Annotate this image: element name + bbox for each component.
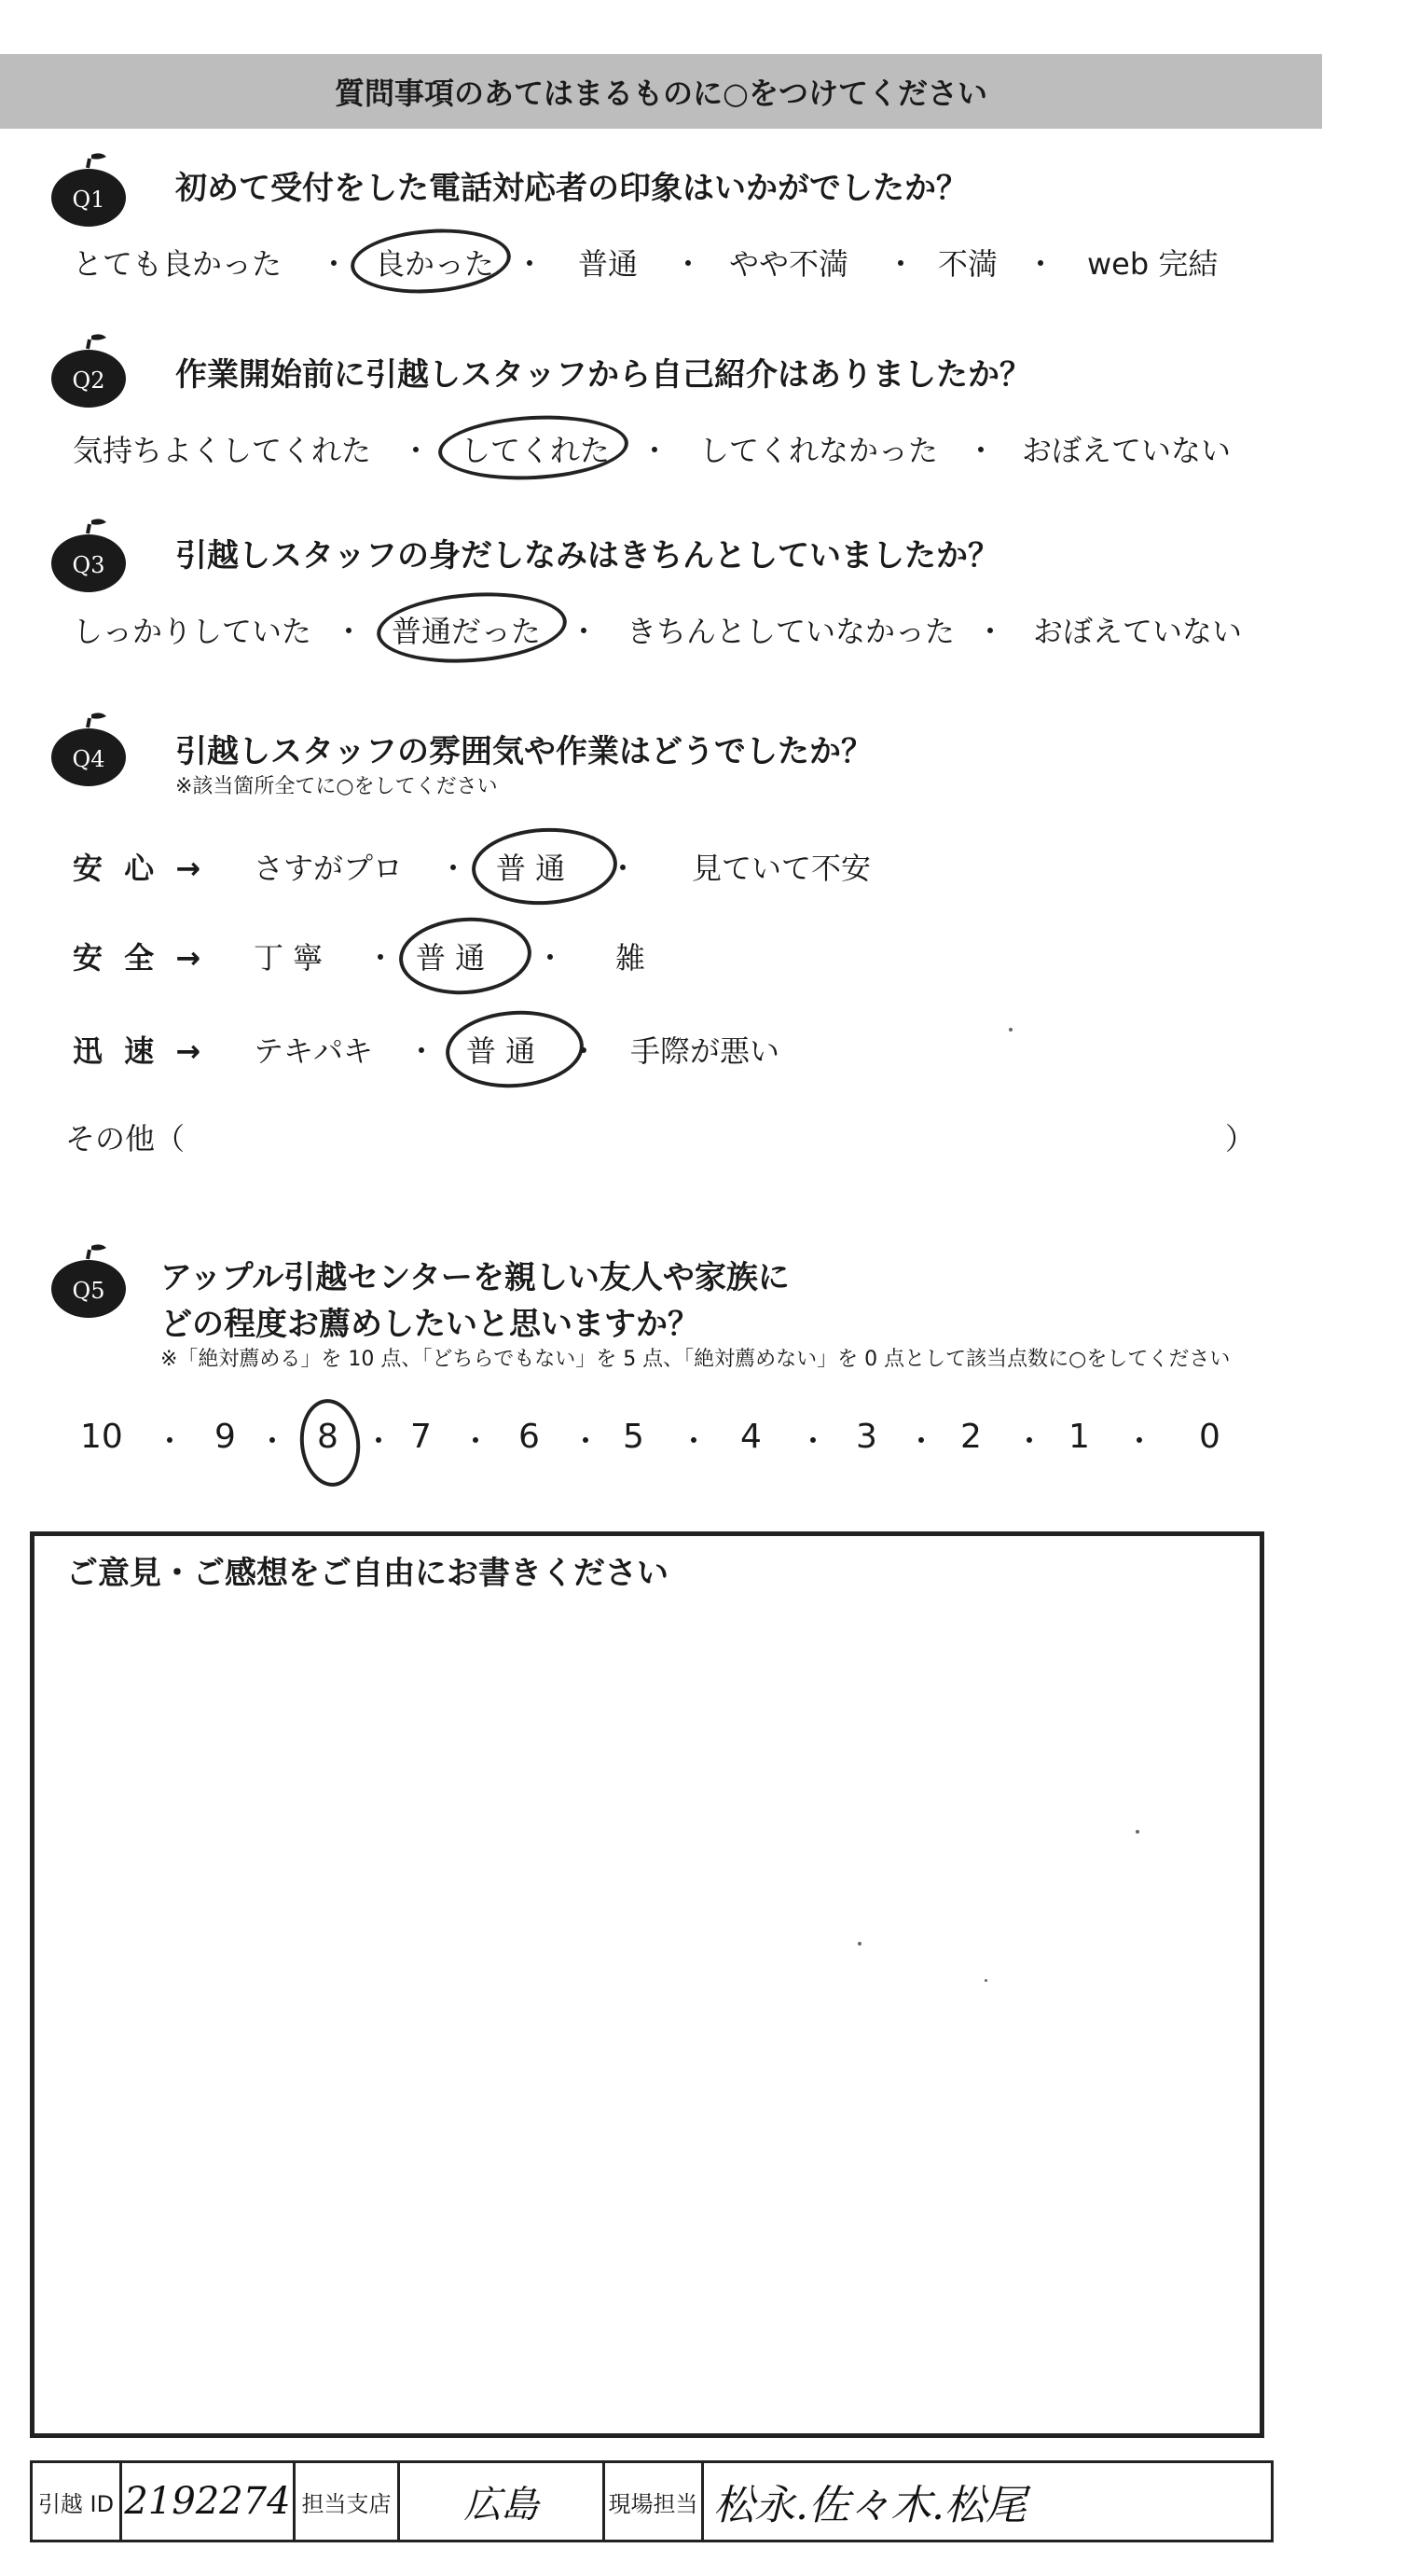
q3-option-4[interactable]: おぼえていない [1033, 614, 1243, 649]
q1-option-5[interactable]: 不満 [938, 246, 999, 282]
q3-apple-icon [48, 515, 129, 593]
q3-option-1[interactable]: しっかりしていた [73, 614, 312, 649]
q5-badge: Q5 [72, 1278, 105, 1304]
q4-row-3-option-2[interactable]: 普 通 [466, 1033, 536, 1069]
q4-note: ※該当箇所全てに○をしてください [175, 775, 498, 798]
q1-apple-icon [48, 149, 129, 228]
q4-row-1-option-1[interactable]: さすがプロ [254, 851, 404, 886]
q4-row-1-option-2[interactable]: 普 通 [496, 851, 566, 886]
score-9[interactable]: 9 [214, 1418, 236, 1456]
staff-value: 松永.佐々木.松尾 [713, 2482, 1027, 2529]
q1-option-6[interactable]: web 完結 [1087, 246, 1219, 282]
branch-label-cell [296, 2463, 400, 2540]
q4-row-2-option-3[interactable]: 雑 [615, 940, 646, 976]
q3-option-2[interactable]: 普通だった [392, 614, 542, 649]
banner-text: 質問事項のあてはまるものに○をつけてください [335, 76, 987, 111]
move-id-label-cell [33, 2463, 122, 2540]
q2-option-2[interactable]: してくれた [461, 433, 611, 468]
branch-value: 広島 [463, 2483, 539, 2527]
branch-value-cell [400, 2463, 605, 2540]
move-id-value-cell [122, 2463, 296, 2540]
score-10[interactable]: 10 [80, 1418, 123, 1456]
score-3[interactable]: 3 [856, 1418, 877, 1456]
q2-option-4[interactable]: おぼえていない [1022, 433, 1232, 468]
q3-badge: Q3 [72, 552, 105, 578]
q4-row-3-option-3[interactable]: 手際が悪い [630, 1033, 780, 1069]
score-7[interactable]: 7 [410, 1418, 432, 1456]
q4-row-1-option-3[interactable]: 見ていて不安 [692, 851, 872, 886]
scan-speck [1136, 1830, 1139, 1834]
q2-title: 作業開始前に引越しスタッフから自己紹介はありましたか？ [175, 356, 1031, 394]
score-0[interactable]: 0 [1199, 1418, 1220, 1456]
q4-row-3-option-1[interactable]: テキパキ [254, 1033, 374, 1069]
q4-other-label: その他（ [65, 1121, 186, 1156]
q1-badge: Q1 [72, 187, 105, 213]
q5-apple-icon [48, 1240, 129, 1319]
score-6[interactable]: 6 [518, 1418, 540, 1456]
q2-option-1[interactable]: 気持ちよくしてくれた [73, 433, 372, 468]
q4-row-2-option-1[interactable]: 丁 寧 [254, 940, 324, 976]
q3-option-3[interactable]: きちんとしていなかった [627, 614, 956, 649]
q1-option-1[interactable]: とても良かった [73, 246, 283, 282]
instructions-banner [0, 54, 1322, 129]
score-4[interactable]: 4 [740, 1418, 762, 1456]
branch-label: 担当支店 [301, 2490, 392, 2517]
q1-option-2[interactable]: 良かった [375, 246, 495, 282]
q3-title: 引越しスタッフの身だしなみはきちんとしていましたか？ [175, 537, 999, 575]
q4-row-2-label: 安 全 → [73, 940, 207, 976]
q1-option-4[interactable]: やや不満 [729, 246, 849, 282]
q4-row-3-label: 迅 速 → [73, 1033, 207, 1069]
q4-other-close: ） [1225, 1121, 1256, 1156]
score-5[interactable]: 5 [623, 1418, 644, 1456]
footer-info-table [30, 2460, 1274, 2542]
scan-speck [1009, 1028, 1013, 1032]
q4-row-2-option-2[interactable]: 普 通 [416, 940, 486, 976]
staff-label-cell [605, 2463, 704, 2540]
q1-title: 初めて受付をした電話対応者の印象はいかがでしたか？ [175, 170, 968, 207]
move-id-label: 引越 ID [37, 2490, 115, 2517]
staff-label: 現場担当 [608, 2490, 698, 2517]
q5-title-line-2: どの程度お薦めしたいと思いますか？ [160, 1306, 699, 1343]
score-2[interactable]: 2 [960, 1418, 982, 1456]
score-8[interactable]: 8 [317, 1418, 338, 1456]
q5-title-line-1: アップル引越センターを親しい友人や家族に [160, 1259, 790, 1296]
q4-badge: Q4 [72, 746, 105, 772]
comments-title: ご意見・ご感想をご自由にお書きください [66, 1555, 669, 1592]
scan-speck [985, 1979, 987, 1982]
q2-option-3[interactable]: してくれなかった [699, 433, 939, 468]
q4-row-1-label: 安 心 → [73, 851, 207, 886]
staff-value-cell [704, 2463, 1271, 2540]
q2-badge: Q2 [72, 367, 105, 394]
q5-note: ※「絶対薦める」を 10 点、「どちらでもない」を 5 点、「絶対薦めない」を 0 点として該当点数に○をしてください [160, 1348, 1231, 1371]
q1-option-3[interactable]: 普通 [578, 246, 639, 282]
move-id-value: 2192274 [124, 2480, 291, 2523]
q4-title: 引越しスタッフの雰囲気や作業はどうでしたか？ [175, 733, 873, 770]
comments-box[interactable] [30, 1531, 1264, 2438]
q4-other-field[interactable] [224, 1115, 1212, 1153]
q4-apple-icon [48, 709, 129, 787]
score-1[interactable]: 1 [1068, 1418, 1090, 1456]
q2-apple-icon [48, 330, 129, 409]
scan-speck [858, 1942, 862, 1946]
